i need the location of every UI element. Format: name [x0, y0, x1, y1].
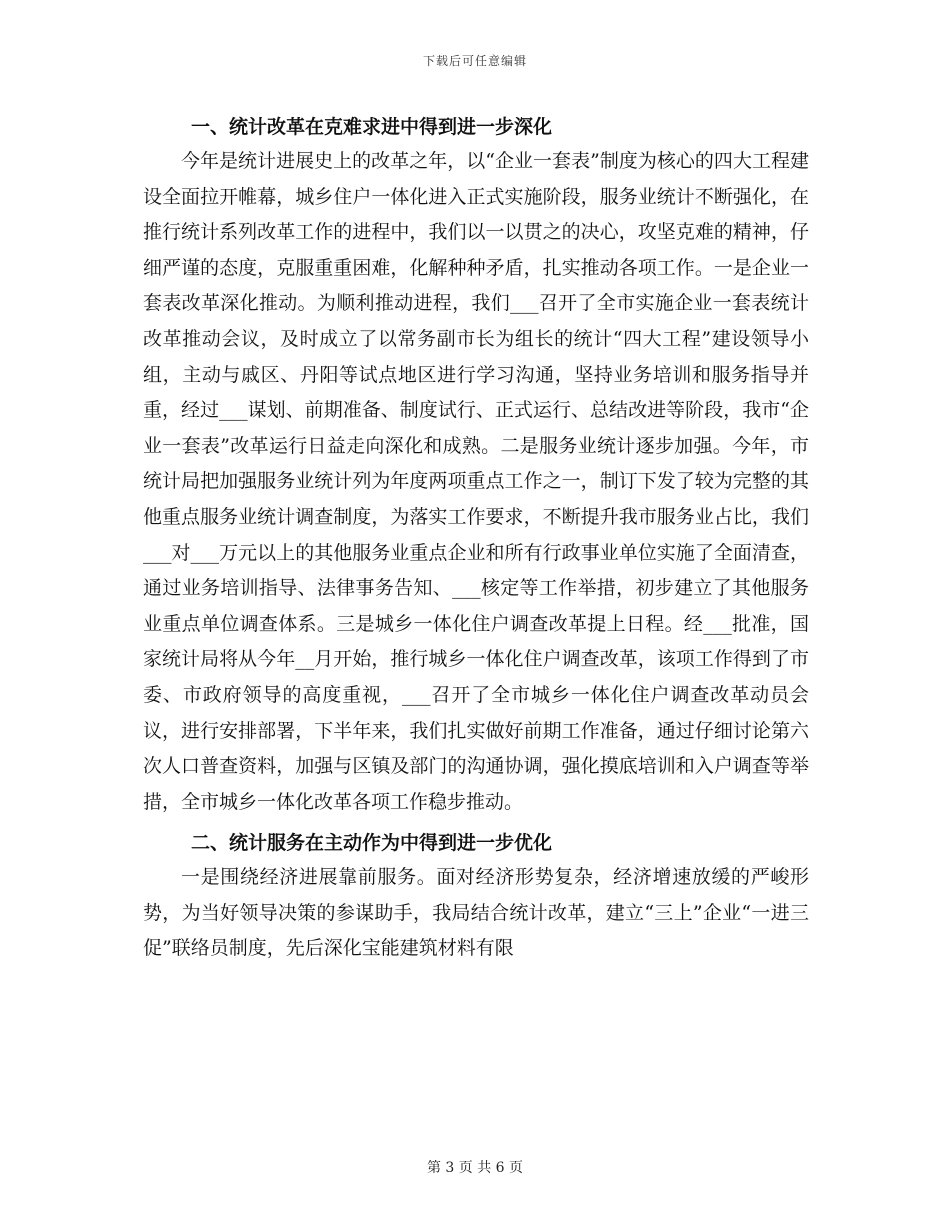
- section-heading-2: 二、统计服务在主动作为中得到进一步优化: [191, 832, 553, 855]
- page-header-note: 下载后可任意编辑: [422, 54, 527, 68]
- page-footer-number: 第 3 页 共 6 页: [426, 1160, 524, 1176]
- section-paragraph-1: 今年是统计进展史上的改革之年，以“企业一套表”制度为核心的四大工程建设全面拉开帷幕，城乡住户一体化进入正式实施阶段，服务业统计不断强化，在推行统计系列改革工作的进程中，我们以一以贯之的决心，攻坚克难的精神，仔细严谨的态度，克服重重困难，化解种种矛盾，扎实推动各项工作。一是企业一套表改革深化推动。为顺利推动进程，我们___召开了全市实施企业一套表统计改革推动会议，及时成立了以常务副市长为组长的统计“四大工程”建设领导小组，主动与戚区、丹阳等试点地区进行学习沟通，坚持业务培训和服务指导并重，经过___谋划、前期准备、制度试行、正式运行、总结改进等阶段，我市“企业一套表”改革运行日益走向深化和成熟。二是服务业统计逐步加强。今年，市统计局把加强服务业统计列为年度两项重点工作之一，制订下发了较为完整的其他重点服务业统计调查制度，为落实工作要求，不断提升我市服务业占比，我们___对___万元以上的其他服务业重点企业和所有行政事业单位实施了全面清查，通过业务培训指导、法律事务告知、___核定等工作举措，初步建立了其他服务业重点单位调查体系。三是城乡一体化住户调查改革提上日程。经___批准，国家统计局将从今年__月开始，推行城乡一体化住户调查改革，该项工作得到了市委、市政府领导的高度重视，___召开了全市城乡一体化住户调查改革动员会议，进行安排部署，下半年来，我们扎实做好前期工作准备，通过仔细讨论第六次人口普查资料，加强与区镇及部门的沟通协调，强化摸底培训和入户调查等举措，全市城乡一体化改革各项工作稳步推动。: [143, 150, 809, 813]
- section-heading-1: 一、统计改革在克难求进中得到进一步深化: [191, 116, 553, 138]
- section-paragraph-2: 一是围绕经济进展靠前服务。面对经济形势复杂，经济增速放缓的严峻形势，为当好领导决策的参谋助手，我局结合统计改革，建立“三上”企业“一进三促”联络员制度，先后深化宝能建筑材料有限: [143, 866, 809, 960]
- document-body: [143, 110, 809, 967]
